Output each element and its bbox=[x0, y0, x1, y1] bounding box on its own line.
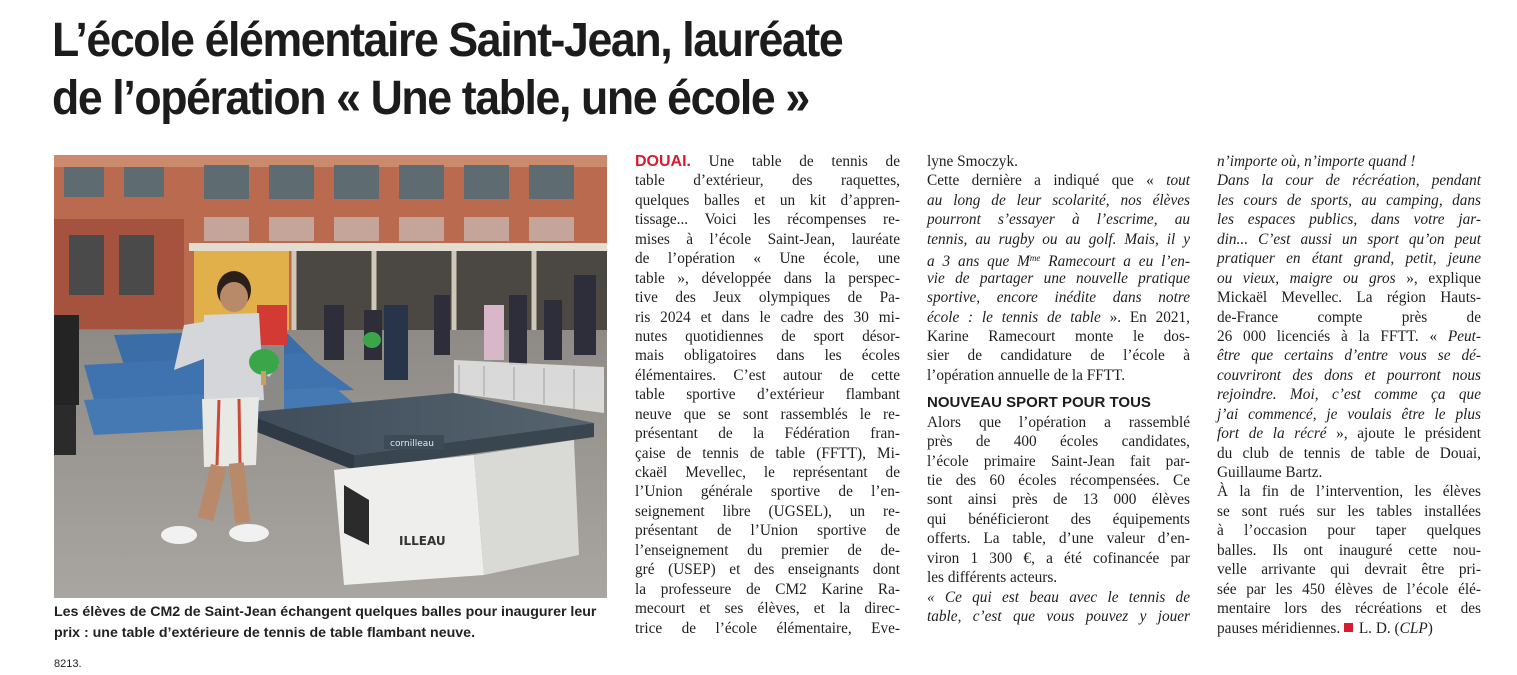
text-line bbox=[1217, 327, 1481, 346]
text-line bbox=[927, 452, 1190, 471]
text-line bbox=[1217, 230, 1481, 249]
text-run: Dans la cour de récréation, pendant bbox=[1217, 172, 1481, 190]
text-line bbox=[927, 152, 1190, 171]
text-run: pourront s’essayer à l’escrime, au bbox=[927, 211, 1190, 229]
text-run: vie de partager une nouvelle pratique bbox=[927, 269, 1190, 287]
text-run: école : le tennis de table bbox=[927, 308, 1101, 326]
text-run: ris 2024 et dans le cadre des 30 mi- bbox=[635, 308, 900, 326]
text-line bbox=[927, 510, 1190, 529]
text-run: sportive, encore inédite dans notre bbox=[927, 289, 1190, 307]
text-line bbox=[1217, 308, 1481, 327]
text-line bbox=[1217, 191, 1481, 210]
text-line bbox=[1217, 210, 1481, 229]
text-line bbox=[927, 327, 1190, 346]
text-run: seignement libre (UGSEL), un re- bbox=[635, 502, 900, 520]
text-line bbox=[635, 502, 900, 521]
text-run: velle arrivante qui devrait être pri- bbox=[1217, 561, 1481, 579]
text-line bbox=[635, 230, 900, 249]
text-line bbox=[927, 308, 1190, 327]
text-run: », explique bbox=[1395, 269, 1481, 287]
text-run: tie des 60 écoles récompensées. Ce bbox=[927, 472, 1190, 489]
text-line bbox=[1217, 560, 1481, 579]
text-run: présentant de l’Union sportive de bbox=[635, 522, 900, 540]
caption-line-1: Les élèves de CM2 de Saint-Jean échangent quelques balles pour inaugurer leur bbox=[54, 604, 597, 620]
text-run: ». En 2021, bbox=[1100, 308, 1190, 326]
article-column-2 bbox=[927, 152, 1190, 627]
table-brand: cornilleau bbox=[390, 439, 434, 449]
text-run: lyne Smoczyk. bbox=[927, 153, 1018, 170]
text-line bbox=[1217, 463, 1481, 482]
text-run: balles. Ils ont inauguré cette nou- bbox=[1217, 541, 1481, 559]
text-line bbox=[635, 210, 900, 229]
text-line bbox=[1217, 152, 1481, 171]
text-run: table sportive d’extérieur flambant bbox=[635, 386, 900, 404]
text-line bbox=[927, 366, 1190, 385]
text-line bbox=[1217, 269, 1481, 288]
text-run: de l’opération « Une école, une bbox=[635, 250, 900, 268]
text-run: », ajoute le président bbox=[1326, 425, 1481, 443]
text-line bbox=[635, 619, 900, 638]
text-run: pratiquer en étant grand, petit, jeune bbox=[1217, 250, 1481, 268]
text-line bbox=[927, 393, 1190, 412]
text-run: tissage... Voici les récompenses re- bbox=[635, 211, 900, 229]
text-line bbox=[1217, 580, 1481, 599]
text-line bbox=[635, 424, 900, 443]
text-line bbox=[927, 191, 1190, 210]
text-line bbox=[1217, 619, 1481, 638]
photo-caption bbox=[54, 602, 614, 644]
text-run: me bbox=[1029, 253, 1041, 264]
text-run: n’importe où, n’importe quand ! bbox=[1217, 153, 1416, 170]
text-run: offerts. La table, d’une valeur d’en- bbox=[927, 530, 1190, 548]
page-code: 8213. bbox=[54, 658, 82, 670]
caption-line-2: prix : une table d’extérieure de tennis de table flambant neuve. bbox=[54, 625, 476, 641]
text-line bbox=[635, 327, 900, 346]
text-run: j’ai commencé, je voulais être le plus bbox=[1217, 405, 1481, 423]
text-run: les cours de sports, au camping, dans bbox=[1217, 191, 1481, 209]
text-line bbox=[927, 471, 1190, 490]
text-run: l’Union générale sportive de l’en- bbox=[635, 483, 900, 501]
text-line bbox=[635, 521, 900, 540]
ping-pong-schoolyard-photo-icon bbox=[54, 155, 607, 598]
text-run: viron 1 300 €, a été cofinancée par bbox=[927, 549, 1190, 567]
text-run: a 3 ans que M bbox=[927, 253, 1030, 271]
text-run: à l’occasion pour taper quelques bbox=[1217, 522, 1481, 540]
section-subhead: NOUVEAU SPORT POUR TOUS bbox=[927, 394, 1151, 412]
text-run: au long de leur scolarité, nos élèves bbox=[927, 191, 1190, 209]
text-run: Ramecourt a eu l’en- bbox=[1040, 253, 1190, 271]
text-run: élémentaires. C’est autour de cette bbox=[635, 366, 900, 384]
text-run: présentant de la Fédération fran- bbox=[635, 425, 900, 443]
text-line bbox=[1217, 599, 1481, 618]
text-line bbox=[927, 568, 1190, 587]
article-photo bbox=[54, 155, 607, 598]
text-line bbox=[1217, 366, 1481, 385]
text-run: près de 400 écoles candidates, bbox=[927, 433, 1190, 451]
text-line bbox=[635, 366, 900, 385]
text-line bbox=[635, 405, 900, 424]
text-line bbox=[927, 346, 1190, 365]
text-run: du club de tennis de table de Douai, bbox=[1217, 444, 1481, 462]
text-line bbox=[927, 230, 1190, 249]
text-run: mecourt et ses élèves, et la direc- bbox=[635, 600, 900, 618]
text-line bbox=[1217, 502, 1481, 521]
text-run: mais obligatoires dans les écoles bbox=[635, 347, 900, 365]
text-run: les différents acteurs. bbox=[927, 569, 1058, 587]
article-column-3 bbox=[1217, 152, 1481, 638]
text-run: sier de candidature de l’école à bbox=[927, 347, 1190, 365]
text-line bbox=[635, 463, 900, 482]
text-line bbox=[1217, 288, 1481, 307]
headline-line-1: L’école élémentaire Saint-Jean, lauréate bbox=[52, 14, 843, 67]
text-run: mises à l’école Saint-Jean, lauréate bbox=[635, 230, 900, 248]
text-run: mentaire lors des récréations et des bbox=[1217, 600, 1481, 618]
text-line bbox=[927, 288, 1190, 307]
text-line bbox=[1217, 346, 1481, 365]
text-run: Alors que l’opération a rassemblé bbox=[927, 413, 1190, 431]
dateline: DOUAI. bbox=[635, 153, 691, 170]
text-line bbox=[1217, 541, 1481, 560]
text-run: nutes quotidiennes de sport désor- bbox=[635, 327, 900, 345]
text-run: la professeure de CM2 Karine Ra- bbox=[635, 580, 900, 598]
text-line bbox=[1217, 249, 1481, 268]
text-run: l’opération annuelle de la FFTT. bbox=[927, 366, 1126, 384]
text-run: de-France compte près de bbox=[1217, 308, 1481, 326]
text-line bbox=[635, 308, 900, 327]
author-signature: L. D. ( bbox=[1355, 619, 1400, 637]
text-line bbox=[927, 249, 1190, 271]
text-run: table d’extérieur, des raquettes, bbox=[635, 172, 900, 190]
text-line bbox=[635, 580, 900, 599]
text-run: tennis, au rugby ou au golf. Mais, il y bbox=[927, 230, 1190, 248]
text-run: Peut- bbox=[1437, 327, 1481, 345]
text-run: Guillaume Bartz. bbox=[1217, 464, 1323, 481]
text-run: gré (USEP) et des enseignants dont bbox=[635, 561, 900, 579]
text-run: l’enseignement du premier de de- bbox=[635, 541, 900, 559]
text-run: fort de la récré bbox=[1217, 425, 1327, 443]
text-run: neuve que se sont rassemblés le re- bbox=[635, 405, 900, 423]
paragraph-gap bbox=[927, 385, 1190, 393]
text-run: table, c’est que vous pouvez y jouer bbox=[927, 608, 1190, 626]
text-line bbox=[927, 413, 1190, 432]
text-line bbox=[1217, 521, 1481, 540]
text-line bbox=[927, 588, 1190, 607]
headline bbox=[52, 12, 982, 128]
table-brand-base: ILLEAU bbox=[399, 534, 446, 548]
text-run: être que certains d’entre vous se dé- bbox=[1217, 347, 1481, 365]
text-run: sont ainsi près de 13 000 élèves bbox=[927, 491, 1190, 509]
text-run: Karine Ramecourt monte le dos- bbox=[927, 327, 1190, 345]
text-run: rejoindre. Moi, c’est comme ça que bbox=[1217, 386, 1481, 404]
text-run: quelques balles et un kit d’appren- bbox=[635, 191, 900, 209]
text-run: Mickaël Mevellec. La région Hauts- bbox=[1217, 289, 1481, 307]
text-run: couvriront des dons et pourront nous bbox=[1217, 366, 1481, 384]
text-run: tive des Jeux olympiques de Pa- bbox=[635, 289, 900, 307]
text-run: les espaces publics, dans votre jar- bbox=[1217, 211, 1481, 229]
text-run: Une table de tennis de bbox=[691, 153, 900, 170]
text-run: table », développée dans la perspec- bbox=[635, 269, 900, 287]
text-run: pauses méridiennes. bbox=[1217, 619, 1345, 637]
text-run: din... C’est aussi un sport qu’on peut bbox=[1217, 230, 1481, 248]
text-run: ckaël Mevellec, le représentant de bbox=[635, 464, 900, 481]
text-run: qui bénéficieront des équipements bbox=[927, 510, 1190, 528]
headline-line-2: de l’opération « Une table, une école » bbox=[52, 72, 809, 125]
text-line bbox=[927, 269, 1190, 288]
text-line bbox=[635, 288, 900, 307]
text-line bbox=[1217, 444, 1481, 463]
text-run: tout bbox=[1166, 172, 1190, 190]
text-line bbox=[635, 249, 900, 268]
text-line bbox=[635, 152, 900, 171]
text-line bbox=[1217, 482, 1481, 501]
text-line bbox=[635, 269, 900, 288]
text-line bbox=[927, 490, 1190, 509]
text-line bbox=[927, 171, 1190, 190]
text-run: çaise de tennis de table (FFTT), Mi- bbox=[635, 444, 900, 462]
text-line bbox=[635, 541, 900, 560]
text-line bbox=[635, 482, 900, 501]
text-line bbox=[635, 444, 900, 463]
text-line bbox=[927, 529, 1190, 548]
author-agency: CLP bbox=[1399, 619, 1428, 637]
text-run: 26 000 licenciés à la FFTT. « bbox=[1217, 327, 1438, 345]
text-run: sée par les 450 élèves de l’école élé- bbox=[1217, 580, 1481, 598]
text-line bbox=[927, 549, 1190, 568]
text-line bbox=[927, 432, 1190, 451]
text-line bbox=[1217, 171, 1481, 190]
text-run: l’école primaire Saint-Jean fait par- bbox=[927, 452, 1190, 470]
text-run: Cette dernière a indiqué que « bbox=[927, 172, 1167, 190]
text-line bbox=[927, 607, 1190, 626]
text-line bbox=[635, 191, 900, 210]
text-run: se sont rués sur les tables installées bbox=[1217, 502, 1481, 520]
text-run: ) bbox=[1427, 619, 1433, 637]
text-line bbox=[927, 210, 1190, 229]
text-line bbox=[635, 560, 900, 579]
text-line bbox=[635, 171, 900, 190]
end-mark-icon bbox=[1344, 623, 1353, 632]
text-run: « Ce qui est beau avec le tennis de bbox=[927, 588, 1190, 606]
text-run: trice de l’école élémentaire, Eve- bbox=[635, 619, 900, 637]
article-column-1 bbox=[635, 152, 900, 638]
text-line bbox=[635, 346, 900, 365]
text-line bbox=[1217, 405, 1481, 424]
text-run: À la fin de l’intervention, les élèves bbox=[1217, 483, 1481, 501]
text-line bbox=[635, 385, 900, 404]
text-line bbox=[1217, 385, 1481, 404]
text-run: ou vieux, maigre ou gros bbox=[1217, 269, 1396, 287]
text-line bbox=[1217, 424, 1481, 443]
text-line bbox=[635, 599, 900, 618]
